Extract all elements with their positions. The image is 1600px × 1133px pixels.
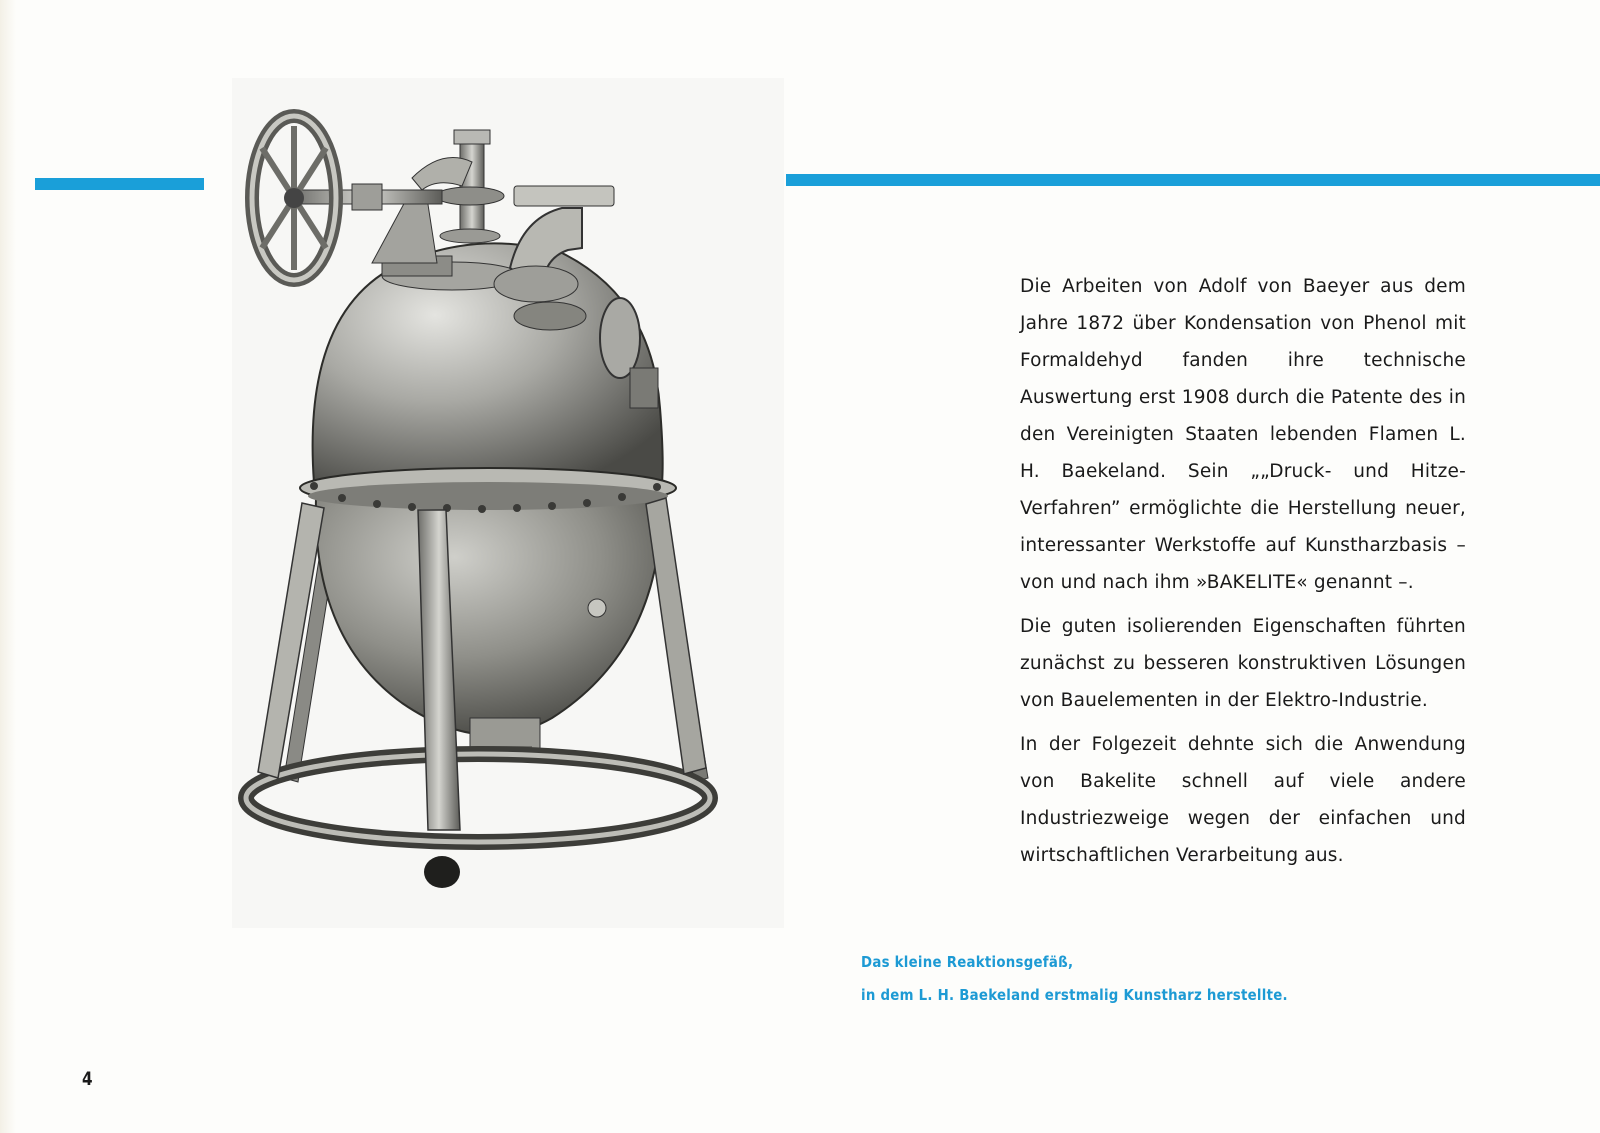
paragraph-2: Die guten isolierenden Eigenschaften führten zunächst zu besseren konstruktiven Lösungen von Bauelementen in der Elektro-Industrie. xyxy=(1020,616,1466,711)
paragraph-1: Die Arbeiten von Adolf von Baeyer aus dem Jahre 1872 über Kondensation von Phenol mit Formaldehyd fanden ihre technische Auswertung erst 1908 durch die Patente des in den Vereinigten Staaten lebenden Flamen L. H. Baekeland. Sein „„Druck- und Hitze-Verfahren” ermöglichte die Herstellung neuer, interessanter Werkstoffe auf Kunstharzbasis – von und nach ihm »BAKELITE« genannt –. xyxy=(1020,276,1466,593)
photo-caption xyxy=(861,946,1308,1012)
page-number: 4 xyxy=(82,1068,93,1090)
accent-rule-left xyxy=(35,178,204,190)
reaction-vessel-photo xyxy=(232,78,784,928)
caption-line-2: in dem L. H. Baekeland erstmalig Kunstharz herstellte. xyxy=(861,986,1288,1004)
body-text xyxy=(1020,268,1466,881)
accent-rule-right xyxy=(786,174,1600,186)
paragraph-3: In der Folgezeit dehnte sich die Anwendung von Bakelite schnell auf viele andere Industriezweige wegen der einfachen und wirtschaftlichen Verarbeitung aus. xyxy=(1020,734,1466,866)
page-binding-edge xyxy=(0,0,16,1133)
caption-line-1: Das kleine Reaktionsgefäß, xyxy=(861,953,1074,971)
